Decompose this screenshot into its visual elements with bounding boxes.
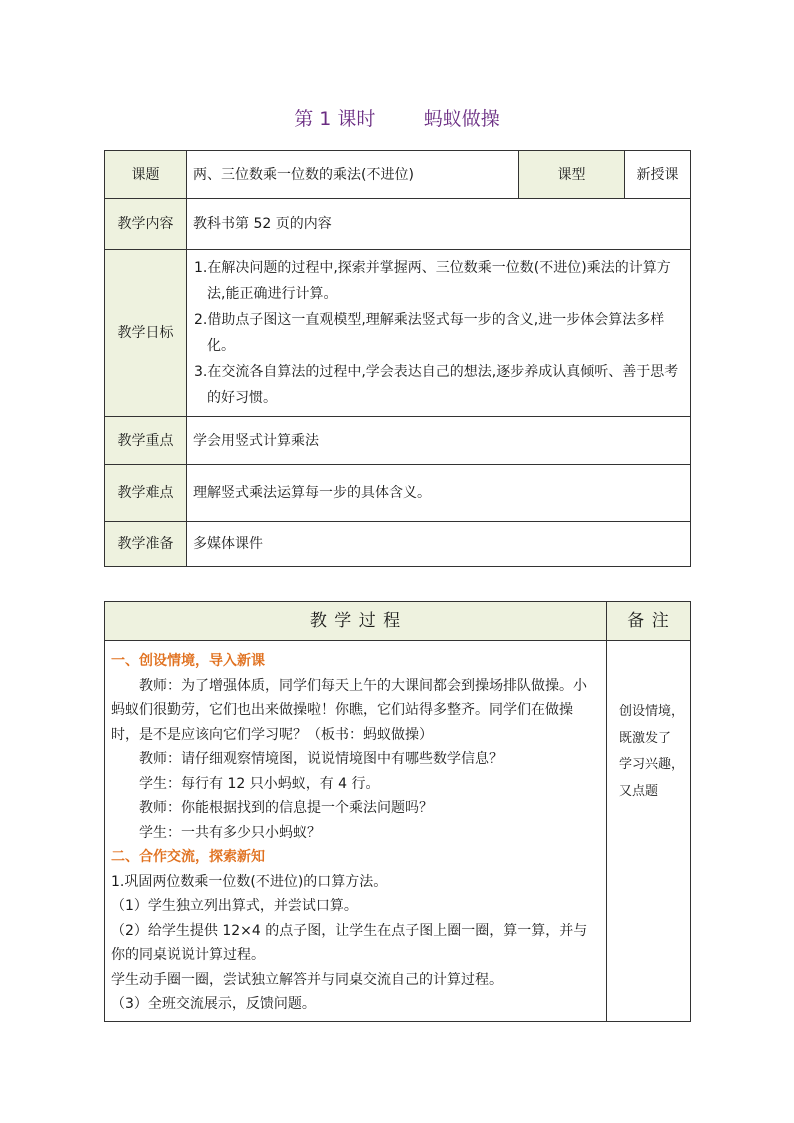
difficulty-label: 教学难点: [105, 465, 187, 522]
teaching-process-table: [104, 601, 691, 1022]
goals-list: [187, 250, 691, 417]
note-line: 又点题: [619, 783, 659, 799]
topic-value: 两、三位数乘一位数的乘法(不进位): [187, 151, 519, 199]
goals-label: 教学日标: [105, 250, 187, 417]
goal-item: 1.在解决问题的过程中,探索并掌握两、三位数乘一位数(不进位)乘法的计算方法,能正确进行计算。: [194, 260, 671, 302]
lesson-info-table: [104, 150, 691, 567]
paragraph: 1.巩固两位数乘一位数(不进位)的口算方法。: [111, 873, 388, 890]
paragraph: （1）学生独立列出算式，并尝试口算。: [111, 898, 358, 914]
difficulty-value: 理解竖式乘法运算每一步的具体含义。: [187, 465, 691, 522]
notes-cell: [607, 641, 691, 1022]
paragraph: （3）全班交流展示，反馈问题。: [111, 996, 316, 1012]
note-line: 既激发了: [619, 730, 672, 746]
paragraph: 教师：请仔细观察情境图，说说情境图中有哪些数学信息？: [139, 751, 503, 767]
key-label: 教学重点: [105, 417, 187, 465]
goal-item: 3.在交流各自算法的过程中,学会表达自己的想法,逐步养成认真倾听、善于思考的好习惯。: [194, 364, 679, 406]
note-line: 创设情境，: [619, 704, 685, 719]
topic-row: [105, 151, 691, 199]
key-row: [105, 417, 691, 465]
paragraph: 学生：每行有 12 只小蚂蚁，有 4 行。: [139, 775, 380, 792]
goals-row: [105, 250, 691, 417]
prep-label: 教学准备: [105, 522, 187, 567]
content-value: 教科书第 52 页的内容: [187, 199, 691, 250]
paragraph: 教师：为了增强体质，同学们每天上午的大课间都会到操场排队做操。小蚂蚁们很勤劳，它们也出来做操啦！你瞧，它们站得多整齐。同学们在做操时，是不是应该向它们学习呢？（板书：蚂蚁做操）: [111, 677, 587, 743]
notes-header: 备 注: [607, 602, 691, 641]
goal-item: 2.借助点子图这一直观模型,理解乘法竖式每一步的含义,进一步体会算法多样化。: [194, 312, 665, 354]
section-title: 一、创设情境，导入新课: [111, 653, 265, 669]
process-content: [105, 641, 607, 1022]
paragraph: 学生动手圈一圈，尝试独立解答并与同桌交流自己的计算过程。: [111, 971, 503, 988]
type-label: 课型: [519, 151, 625, 199]
topic-label: 课题: [105, 151, 187, 199]
paragraph: （2）给学生提供 12×4 的点子图，让学生在点子图上圈一圈，算一算，并与你的同桌说说计算过程。: [111, 922, 588, 963]
page-title: 第 1 课时 蚂蚁做操: [294, 108, 500, 130]
process-header: 教 学 过 程: [105, 602, 607, 641]
note-line: 学习兴趣，: [619, 757, 685, 772]
content-label: 教学内容: [105, 199, 187, 250]
prep-row: [105, 522, 691, 567]
paragraph: 学生：一共有多少只小蚂蚁？: [139, 824, 321, 841]
prep-value: 多媒体课件: [187, 522, 691, 567]
key-value: 学会用竖式计算乘法: [187, 417, 691, 465]
section-title: 二、合作交流，探索新知: [111, 849, 265, 865]
paragraph: 教师：你能根据找到的信息提一个乘法问题吗？: [139, 800, 433, 816]
process-body-row: [105, 641, 691, 1022]
difficulty-row: [105, 465, 691, 522]
type-value: 新授课: [625, 151, 691, 199]
process-header-row: [105, 602, 691, 641]
content-row: [105, 199, 691, 250]
